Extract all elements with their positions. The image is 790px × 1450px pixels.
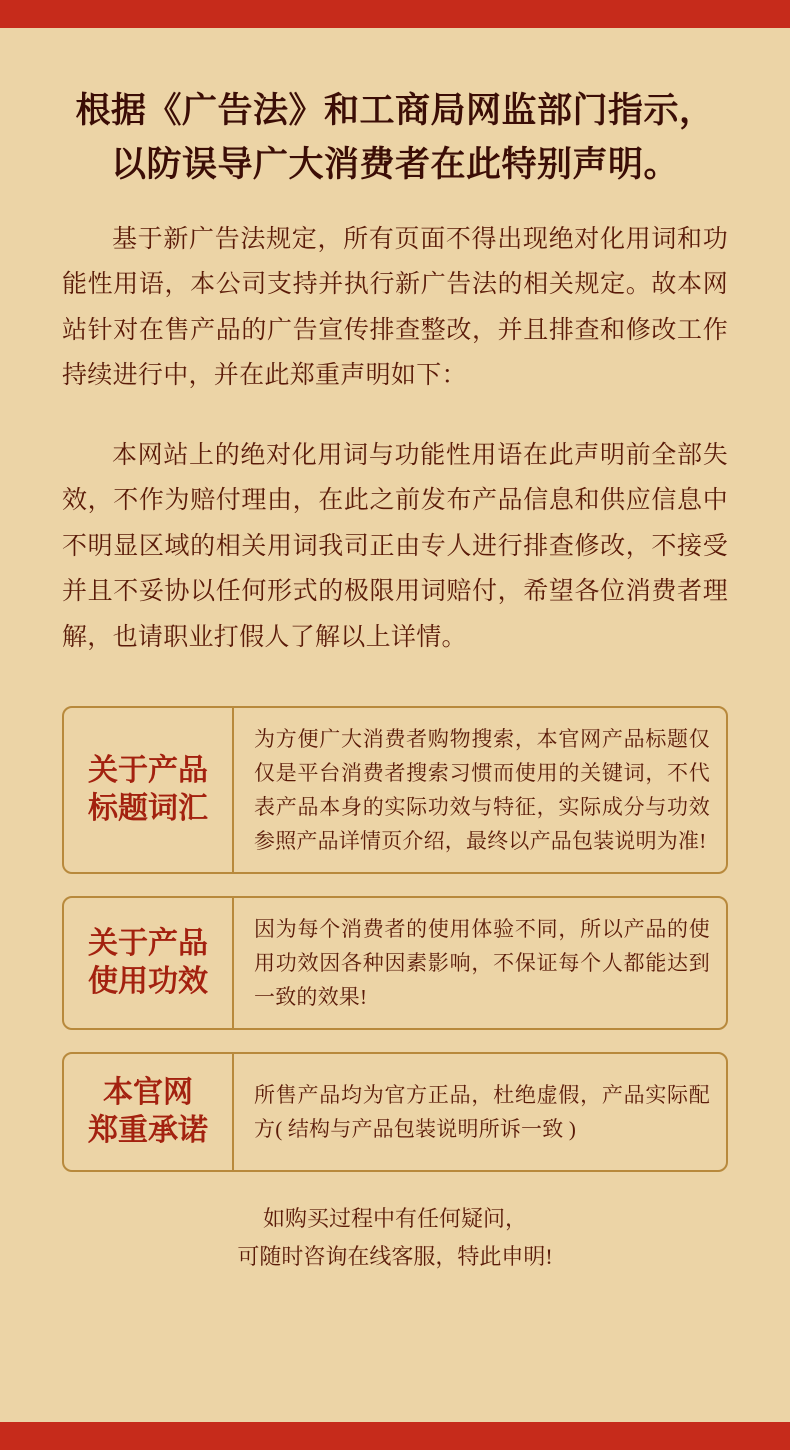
card-body-text: 因为每个消费者的使用体验不同，所以产品的使用功效因各种因素影响，不保证每个人都能达到一致的效果! (254, 917, 710, 1010)
top-border-strip (0, 0, 790, 28)
card-title (64, 708, 234, 872)
statement-paragraph-1: 基于新广告法规定，所有页面不得出现绝对化用词和功能性用语，本公司支持并执行新广告法的相关规定。故本网站针对在售产品的广告宣传排查整改，并且排查和修改工作持续进行中，并在此郑重声明如下： (62, 225, 728, 389)
card-title-line-1: 关于产品 (88, 926, 208, 960)
card-official-promise (62, 1052, 728, 1172)
statement-paragraph-2: 本网站上的绝对化用词与功能性用语在此声明前全部失效，不作为赔付理由，在此之前发布产品信息和供应信息中不明显区域的相关用词我司正由专人进行排查修改，不接受并且不妥协以任何形式的极限用词赔付，希望各位消费者理解，也请职业打假人了解以上详情。 (62, 441, 728, 651)
footer-note-line-2: 可随时咨询在线客服，特此申明! (237, 1243, 553, 1269)
card-body-text: 所售产品均为官方正品，杜绝虚假，产品实际配方( 结构与产品包装说明所诉一致 ) (254, 1083, 710, 1142)
page-title-line-1: 根据《广告法》和工商局网监部门指示， (75, 91, 715, 130)
footer-note-line-1: 如购买过程中有任何疑问， (262, 1206, 527, 1232)
card-title-line-1: 本官网 (103, 1075, 193, 1109)
card-title-line-2: 使用功效 (88, 965, 208, 999)
card-product-efficacy (62, 896, 728, 1030)
card-list (62, 706, 728, 1172)
paper-panel (0, 28, 790, 1422)
card-title-line-1: 关于产品 (88, 753, 208, 787)
card-title-line-2: 郑重承诺 (88, 1114, 208, 1148)
card-title-line-2: 标题词汇 (88, 792, 208, 826)
card-product-title-wording (62, 706, 728, 874)
bottom-border-strip (0, 1422, 790, 1450)
card-body-text: 为方便广大消费者购物搜索，本官网产品标题仅仅是平台消费者搜索习惯而使用的关键词，不代表产品本身的实际功效与特征，实际成分与功效参照产品详情页介绍，最终以产品包装说明为准! (254, 727, 710, 854)
card-title (64, 1054, 234, 1170)
card-title (64, 898, 234, 1028)
footer-note (62, 1200, 728, 1275)
page-title (62, 84, 728, 193)
page-title-line-2: 以防误导广大消费者在此特别声明。 (110, 145, 679, 185)
